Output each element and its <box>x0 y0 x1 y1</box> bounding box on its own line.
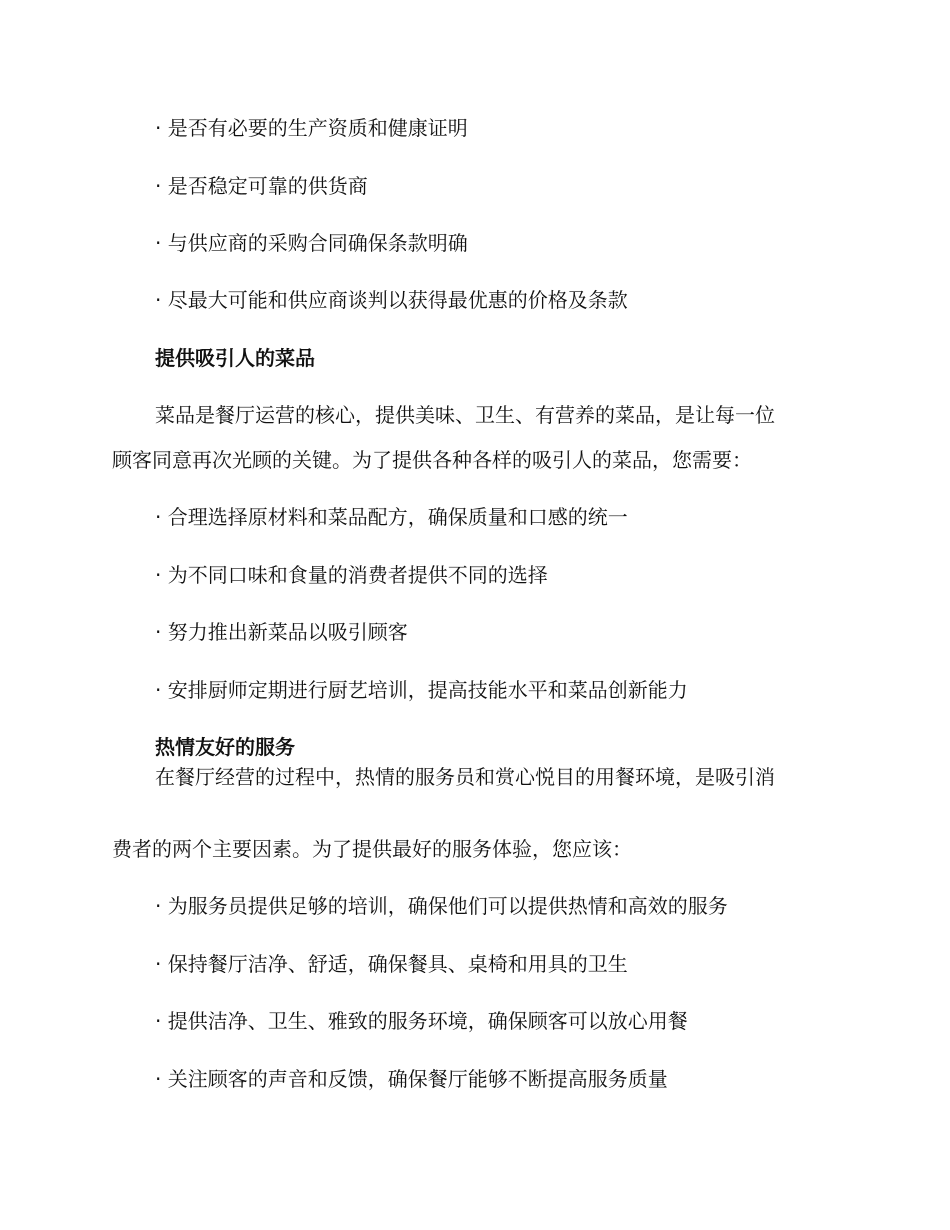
bullet-item: · 是否稳定可靠的供货商 <box>155 174 368 198</box>
paragraph-line: 费者的两个主要因素。为了提供最好的服务体验，您应该： <box>112 837 632 861</box>
bullet-item: · 尽最大可能和供应商谈判以获得最优惠的价格及条款 <box>155 288 628 312</box>
bullet-item: · 提供洁净、卫生、雅致的服务环境，确保顾客可以放心用餐 <box>155 1009 688 1033</box>
paragraph-line: 顾客同意再次光顾的关键。为了提供各种各样的吸引人的菜品，您需要： <box>112 448 752 472</box>
section-heading: 提供吸引人的菜品 <box>155 346 315 370</box>
bullet-item: · 安排厨师定期进行厨艺培训，提高技能水平和菜品创新能力 <box>155 678 688 702</box>
bullet-item: · 是否有必要的生产资质和健康证明 <box>155 116 468 140</box>
bullet-item: · 努力推出新菜品以吸引顾客 <box>155 620 408 644</box>
bullet-item: · 保持餐厅洁净、舒适，确保餐具、桌椅和用具的卫生 <box>155 952 628 976</box>
bullet-item: · 关注顾客的声音和反馈，确保餐厅能够不断提高服务质量 <box>155 1067 668 1091</box>
paragraph-line: 在餐厅经营的过程中，热情的服务员和赏心悦目的用餐环境，是吸引消 <box>155 765 775 789</box>
bullet-item: · 与供应商的采购合同确保条款明确 <box>155 231 468 255</box>
paragraph-line: 菜品是餐厅运营的核心，提供美味、卫生、有营养的菜品，是让每一位 <box>155 403 775 427</box>
section-heading: 热情友好的服务 <box>155 735 295 759</box>
bullet-item: · 为服务员提供足够的培训，确保他们可以提供热情和高效的服务 <box>155 894 728 918</box>
bullet-item: · 合理选择原材料和菜品配方，确保质量和口感的统一 <box>155 505 628 529</box>
bullet-item: · 为不同口味和食量的消费者提供不同的选择 <box>155 563 548 587</box>
